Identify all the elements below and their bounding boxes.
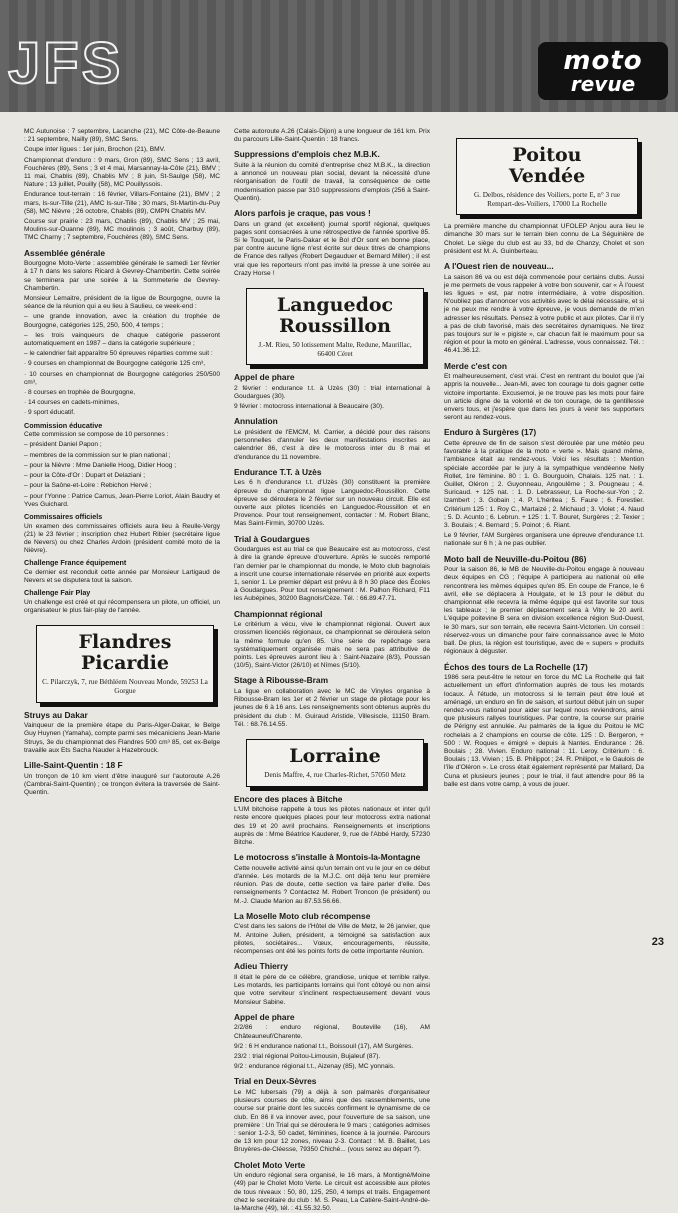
paragraph: Il était le père de ce célèbre, grandiose, unique et terrible rallye. Les motards, les participants lorrains qui l'ont côtoyé ou non ainsi que votre serviteur s'inclinent respectueusement devant vous Monsieur Sabine.	[234, 973, 430, 1006]
article-page	[24, 128, 660, 1212]
region-title: Flandres	[78, 631, 172, 654]
paragraph: · 8 courses en trophée de Bourgogne,	[24, 389, 136, 397]
paragraph: Bourgogne Moto-Verte : assemblée générale le samedi 1er février à 17 h dans les salons Ricard à Gevrey-Chambertin. Cette soirée se terminera par une soirée à la Sommeterie de Gevrey-Chambertin.	[24, 260, 220, 292]
headline: Encore des places à Bitche	[234, 793, 343, 804]
headline: Suppressions d'emplois chez M.B.K.	[234, 149, 380, 160]
region-box	[456, 138, 638, 215]
headline: Appel de phare	[234, 1011, 295, 1022]
paragraph: Un challenge est créé et qui récompensera un pilote, un officiel, un organisateur le plus fair-play de l'année.	[24, 598, 220, 615]
paragraph: Un tronçon de 10 km vient d'être inauguré sur l'autoroute A.26 (Cambrai-Saint-Quentin) ; ce tronçon évitera la traversée de Saint-Quentin.	[24, 772, 220, 796]
paragraph: – pour la Nièvre : Mme Danielle Hoog, Didier Hoog ;	[24, 461, 177, 469]
headline: Championnat régional	[234, 608, 323, 619]
paragraph: Un enduro régional sera organisé, le 16 mars, à Montigné/Moine (49) par le Cholet Moto Verte. Le circuit est accessible aux pilotes de tous niveaux : 50, 80, 125, 250, 4 temps et trails. Engagement chez le secrétaire du club : M. S. Peau, La Catière-Saint-André-de-la-Marche (49), tél. : 41.55.32.50.	[234, 1172, 430, 1212]
paragraph: 9/2 : 6 H endurance national t.t., Boissouil (17), AM Surgères.	[234, 1042, 414, 1050]
region-title: Lorraine	[289, 745, 381, 768]
paragraph: Goudargues est au trial ce que Beaucaire est au motocross, c'est à dire la grande épreuve d'ouverture. Après le succès remporté l'an dernier par le championnat du monde, le Moto club bagnolais a inscrit une course internationale réservée en priorité aux experts 1, senior 1. Le premier départ est prévu à 8 h 30 place des Écoles à Goudargues. Pour tout renseignement : M. Palhon Richard, F11 les Aubépines, 30200 Bagnols/Cèze. Tél. : 66.89.47.71.	[234, 546, 430, 603]
logo-line-2: revue	[570, 72, 636, 96]
region-title: Languedoc	[276, 294, 394, 317]
headline: Challenge Fair Play	[24, 588, 91, 598]
headline: Commissaires officiels	[24, 511, 103, 521]
paragraph: – pour la Côte-d'Or : Dupart et Delaziani ;	[24, 472, 146, 480]
region-address: J.-M. Rieu, 50 lotissement Malte, Redune, Maurillac, 66400 Céret	[258, 341, 412, 358]
region-box	[36, 625, 214, 702]
paragraph: Vainqueur de la première étape du Paris-Alger-Dakar, le Belge Guy Huynen (Yamaha), compte parmi ses mécaniciens Jean-Marie Struys, 3e du championnat des Flandres 500 cm³ 85, cet ex-Belge travaille aux Ets Sacha Nauder à Hazebrouck.	[24, 722, 220, 754]
headline: Trial à Goudargues	[234, 533, 310, 544]
paragraph: Monsieur Lemaitre, président de la ligue de Bourgogne, ouvre la séance de la réunion qui a eu lieu à Saulieu, ce week-end :	[24, 295, 220, 311]
paragraph: Cette nouvelle activité ainsi qu'un terrain ont vu le jour en ce début d'année. Les motards de la M.J.C. ont déjà tenu leur première réunion. Pas de doute, cette section va faire parler d'elle. Des renseignements ? Contactez M. Robert Troncon (le président) ou M.-J. Claude Marion au 87.53.56.66.	[234, 864, 430, 905]
paragraph: Coupe inter ligues : 1er juin, Brochon (21), BMV.	[24, 146, 166, 154]
paragraph: – les trois vainqueurs de chaque catégorie passeront automatiquement en 1987 – dans la catégorie supérieure ;	[24, 331, 220, 348]
region-address: G. Delbos, résidence des Voiliers, porte E, n° 3 rue Rempart-des-Voiliers, 17000 La Rochelle	[473, 191, 621, 208]
paragraph: Pour la saison 86, le MB de Neuville-du-Poitou engage à nouveau deux équipes en CG ; l'équipe A participera au national où elle rencontrera les mêmes équipes qu'en 85. En coupe de France, le 6 avril, elle se déplacera à Houlgate, et le 13 pour le début du championnat elle recevra la même équipe qui est favorite sur tous les tableaux ; le premier déplacement sera à Vitry le 20 avril. L'équipe poitevine B sera en division excellence région Sud-Ouest, le 30 mars, sur son terrain, elle recevra Saint-Victorien. Un conseil : réservez-vous un dimanche pour faire connaissance avec le Moto ball. De plus, la région est touristique, avec de « supers » produits régionaux à déguster.	[444, 566, 644, 656]
paragraph: C'est dans les salons de l'Hôtel de Ville de Metz, le 26 janvier, que M. Antoine Julien, président, a témoigné sa satisfaction aux pilotes, sociétaires... Vœux, encouragements, réussite, récompenses ont été les points forts de cette importante réunion.	[234, 923, 430, 956]
paragraph: La première manche du championnat UFOLEP Anjou aura lieu le dimanche 30 mars sur le terrain bien connu de La Séguinière de Cholet. Le siège du club est au 33, bd de Chanzy, Cholet et son président est M. A. Guinberteau.	[444, 223, 644, 255]
paragraph: 9/2 : endurance régional t.t., Aizenay (85), MC yonnais.	[234, 1063, 395, 1071]
paragraph: – pour l'Yonne : Patrice Camus, Jean-Pierre Loriot, Alain Baudry et Yves Guichard.	[24, 492, 220, 508]
paragraph: · 14 courses en cadets-minimes,	[24, 399, 120, 407]
region-address: Denis Maffre, 4, rue Charles-Richet, 57050 Metz	[264, 771, 406, 780]
paragraph: – le calendrier fait apparaître 50 épreuves réparties comme suit :	[24, 350, 213, 358]
moto-revue-logo	[538, 42, 668, 100]
headline: Enduro à Surgères (17)	[444, 427, 537, 438]
paragraph: MC Autunoise : 7 septembre, Lacanche (21), MC Côte-de-Beaune : 21 septembre, Nailly (89), SMC Sens.	[24, 128, 220, 144]
logo-line-1: moto	[563, 46, 643, 76]
paragraph: Dans un grand (et excellent) journal sportif régional, quelques pages sont consacrées à une rétrospective de l'année sportive 85. Si le Touquet, le Paris-Dakar et le Bol d'Or sont en bonne place, par contre aucune ligne n'est écrite sur deux titres de champions de France des rallyes (Robert Degauduer et Bernard Miller) ; il est vrai que les reporteurs n'ont pas invité la presse à une soirée au Crazy Horse !	[234, 220, 430, 277]
paragraph: · 9 sport éducatif.	[24, 409, 75, 417]
region-title: Poitou	[512, 144, 582, 166]
region-title: Roussillon	[279, 315, 391, 338]
paragraph: La ligue en collaboration avec le MC de Vinyles organise à Ribousse-Bram les 1er et 2 février un stage de pilotage pour les jeunes de 6 à 16 ans. Les renseignements sont obtenus auprès du président du club : M. Guiraud Aristide, Villesiscle, 11150 Bram. Tél. : 68.76.14.55.	[234, 688, 430, 728]
paragraph: Course sur prairie : 23 mars, Chablis (89), Chablis MV ; 25 mai, Moulins-sur-Ouanne (89), MC moulinois ; 3 août, Charbuy (89), TMC Charny ; 7 septembre, Fouchères (89), SMC Sens.	[24, 218, 220, 242]
headline: Adieu Thierry	[234, 961, 288, 972]
paragraph: 9 février : motocross international à Beaucaire (30).	[234, 403, 384, 411]
column-2	[234, 128, 430, 1212]
paragraph: Cette autoroute A.26 (Calais-Dijon) a une longueur de 161 km. Prix du parcours Lille-Saint-Quentin : 18 francs.	[234, 128, 430, 144]
paragraph: L'UM bitchoise rappelle à tous les pilotes nationaux et inter qu'il reste encore quelques places pour leur motocross extra national des 19 et 20 avril prochains. Renseignements et inscriptions auprès de : Mme Béatrice Kauderer, 9, rue de l'Abbé Hardy, 57230 Bitche.	[234, 806, 430, 847]
headline: Cholet Moto Verte	[234, 1159, 306, 1170]
paragraph: Le critérium a vécu, vive le championnat régional. Ouvert aux crossmen licenciés régionaux, ce championnat se déroulera selon la même formule qu'en 85. Une série de repêchage sera systématiquement organisée mais ne sera pas attributive de points. Les épreuves auront lieu à : Saint-Nazaire (8/3), Poussan (10/5), Saint-Victor (26/10) et Nîmes (5/10).	[234, 621, 430, 670]
headline: Lille-Saint-Quentin : 18 F	[24, 759, 123, 770]
headline: Assemblée générale	[24, 247, 106, 258]
paragraph: Le 9 février, l'AM Surgères organisera une épreuve d'endurance t.t. nationale sur 6 h ; à ne pas oublier.	[444, 532, 644, 548]
paragraph: – pour la Saône-et-Loire : Rebichon Hervé ;	[24, 482, 152, 490]
section-title: JFS	[8, 31, 124, 96]
headline: Trial en Deux-Sèvres	[234, 1076, 317, 1087]
headline: Merde c'est con	[444, 360, 507, 371]
headline: Commission éducative	[24, 420, 103, 430]
page-header	[0, 0, 678, 112]
page-number: 23	[651, 936, 664, 948]
paragraph: Ce dernier est reconduit cette année par Monsieur Lartigaud de Nevers et se disputera tout la saison.	[24, 568, 220, 585]
headline: Challenge France équipement	[24, 558, 127, 568]
paragraph: – une grande innovation, avec la création du trophée de Bourgogne, catégories 125, 250, 500, 4 temps ;	[24, 313, 220, 329]
paragraph: · 10 courses en championnat de Bourgogne catégories 250/500 cm³,	[24, 370, 220, 386]
column-1	[24, 128, 220, 928]
paragraph: Et malheureusement, c'est vrai. C'est en rentrant du boulot que j'ai appris la nouvelle... Jean-Mi, avec ton courage tu dois gagner cette victoire importante. Excusemoi, je ne trouve pas les mots pour faire un article digne de ta volonté et de ton courage, de ta gentillesse envers tous, et j'espère que dans les jours à venir tes supporters seront au rendez-vous.	[444, 373, 644, 422]
paragraph: – membres de la commission sur le plan national ;	[24, 451, 171, 459]
headline: Moto ball de Neuville-du-Poitou (86)	[444, 553, 587, 564]
paragraph: 2/2/86 : enduro régional, Bouteville (16), AM Châteauneuf/Charente.	[234, 1024, 430, 1040]
headline: Annulation	[234, 416, 278, 427]
region-address: C. Pilarczyk, 7, rue Béthléem Nouveau Monde, 59253 La Gorgue	[42, 678, 208, 695]
headline: Appel de phare	[234, 372, 295, 383]
region-box	[246, 288, 424, 365]
paragraph: 23/2 : trial régional Poitou-Limousin, Bujaleuf (87).	[234, 1052, 381, 1060]
headline: A l'Ouest rien de nouveau...	[444, 261, 554, 271]
headline: Struys au Dakar	[24, 709, 88, 720]
headline: Alors parfois je craque, pas vous !	[234, 208, 371, 219]
region-box	[246, 739, 424, 787]
headline: La Moselle Moto club récompense	[234, 910, 371, 921]
headline: Échos des tours de La Rochelle (17)	[444, 661, 588, 672]
paragraph: Le président de l'EMCM, M. Carrier, a décidé pour des raisons personnelles d'annuler les deux manifestations inscrites au calendrier 86, c'est à dire le motocross inter du 8 mai et d'endurance du 11 novembre.	[234, 429, 430, 461]
paragraph: 1986 sera peut-être le retour en force du MC La Rochelle qui fait actuellement un effort d'information auprès de tous les motards locaux. À l'étude, un motocross si le terrain peut être loué et aménagé, un enduro en fin de saison, et surtout début juin un super rendez-vous national pour aider sur lequel nous reviendrons, ainsi que plusieurs rallyes touristiques. Par contre, la course sur prairie de Périgny est annulée. Au palmarès de la ligue du Poitou le MC rochelais a 2 champions en course de côte. 125 : D. Bergeron, + 500 : W. Roques « émigré » depuis à Nantes. Endurance : 26. Boulais ; 28. Vivien. Enduro national : 11. Leroy. Critérium : 6. Boulais ; 13. Vivien ; 15. B. Philippot ; 24. R. Philipot, « le Gaulois de l'île d'Oléron ». Le cross était également représenté par Mallard, Da Cuna et plusieurs jeunes ; pour le trial, il faut attendre pour 86 la balle est dans votre camp, à vous de jouer.	[444, 674, 645, 788]
region-title: Vendée	[508, 165, 586, 187]
paragraph: Endurance tout-terrain : 16 février, Villars-Fontaine (21), BMV ; 2 mars, Is-sur-Tille (21), AMC Is-sur-Tille ; 30 mars, St-Martin-du-Puy (58), MC Nièvre ; 26 octobre, Chablis (89), CMPN Chablis MV.	[24, 191, 220, 215]
paragraph: Suite à la réunion du comité d'entreprise chez M.B.K., la direction a annoncé un nouveau plan social, devant la nécessité d'une réorganisation de l'outil de travail, la conséquence de cette modernisation passe par 310 suppressions d'emplois (256 à Saint-Quentin).	[234, 162, 430, 202]
headline: Endurance T.T. à Uzès	[234, 466, 322, 477]
paragraph: Le MC lubersais (79) a déjà à son palmarès d'organisateur plusieurs courses de côte, ainsi que des rassemblements, une course sur prairie dont les succès confirment le dynamisme de ce club. En 86 il va innover avec, pour l'ouverture de sa saison, une première : Un Trial qui se déroulera le 9 mars ; catégories admises : senior 1-2-3, 50 cadet, féminines, licence à la journée. Parcours de 13 km pour 12 zones, niveau 2-3. Contact : M. B. Baillet, Les Bruyères-de-Cléesse, 79350 Chiché... (vous serez au départ ?).	[234, 1088, 430, 1154]
paragraph: Un examen des commissaires officiels aura lieu à Reulle-Vergy (21) le 23 février ; inscription chez Hubert Ribier (secrétaire ligue de Nevers) ou chez Charles Ardoin (président comité moto de la Nièvre).	[24, 522, 220, 555]
region-title: Picardie	[81, 652, 169, 675]
paragraph: Cette épreuve de fin de saison s'est déroulée par une météo peu favorable à la pratique de la moto « verte ». Mais quand même, l'ambiance était au rendez-vous. Voici les résultats : Mention spéciale accordée par le jury à la sympathique vendéenne Nelly Rollet, 1re féminine. 80 : 1. G. Bourguoin, Chalais. 125 nat. : 1. Guillet, Oléron ; 2. Guyonneau, Angoulême ; 3. Pougneau ; 4. Suricaud. + 125 nat. : 1. D. Lebrasseur, La Roche-sur-Yon ; 2. Izambert ; 3. Gobain ; 4. P. L'héritea ; 5. Faure ; 6. Forestier. Critérium 125 : 1. Roy C., Martaizé ; 2. Michaud ; 3. Violet ; 4. Naud ; 5. D. Acunto ; 6. Lebrun. + 125 : 1. T. Bouret, Surgères ; 2. Texier ; 3. Boulais ; 4. Bernard ; 5. Poinot ; 6. Riant.	[444, 440, 644, 530]
paragraph: · 9 courses en championnat de Bourgogne catégorie 125 cm³,	[24, 360, 206, 368]
headline: Le motocross s'installe à Montois-la-Montagne	[234, 852, 421, 863]
paragraph: Cette commission se compose de 10 personnes :	[24, 431, 169, 439]
paragraph: 2 février : endurance t.t. à Uzès (30) : trial international à Goudargues (30).	[234, 384, 430, 401]
paragraph: – président Daniel Papon ;	[24, 441, 102, 449]
paragraph: La saison 86 va ou est déjà commencée pour certains clubs. Aussi je me permets de vous rappeler à votre bon souvenir, car « À l'ouest les ligues » est, par notre intermédiaire, à votre disposition. N'oubliez pas d'annoncer vos activités avec le délai nécessaire, et si je ne peux me rendre à votre épreuve, je vous demande de m'en adresser les résultats. Pensez à votre public et aux pilotes. Car il n'y a pas de club favorisé, mais des secrétaires dynamiques. Ne tirez pas toujours sur le « pigiste », car chacun fait le maximum pour sa région et pour la moto en général. L'adresse, vous connaissez. Tél. : 46.41.36.12.	[444, 273, 644, 355]
column-3	[444, 128, 644, 928]
paragraph: Championnat d'enduro : 9 mars, Gron (89), SMC Sens ; 13 avril, Fouchères (89), Sens ; 3 et 4 mai, Marsannay-la-Côte (21), BMV ; 11 mai, Chablis (89), Chablis MV ; 8 juin, St-Saulge (58), MC Nature ; 13 juillet, Pouilly (58), MC Pouillyssois.	[24, 156, 220, 189]
headline: Stage à Ribousse-Bram	[234, 675, 329, 686]
paragraph: Les 6 h d'endurance t.t. d'Uzès (30) constituent la première épreuve du championnat ligue Languedoc-Roussillon. Cette épreuve se déroulera le 2 février sur un nouveau circuit. Elle est ouverte aux pilotes licenciés en Languedoc-Roussillon et en Provence. Pour tout renseignement, contacter : M. Robert Blanc, Mas Saint-Firmin, 30700 Uzès.	[234, 479, 430, 528]
